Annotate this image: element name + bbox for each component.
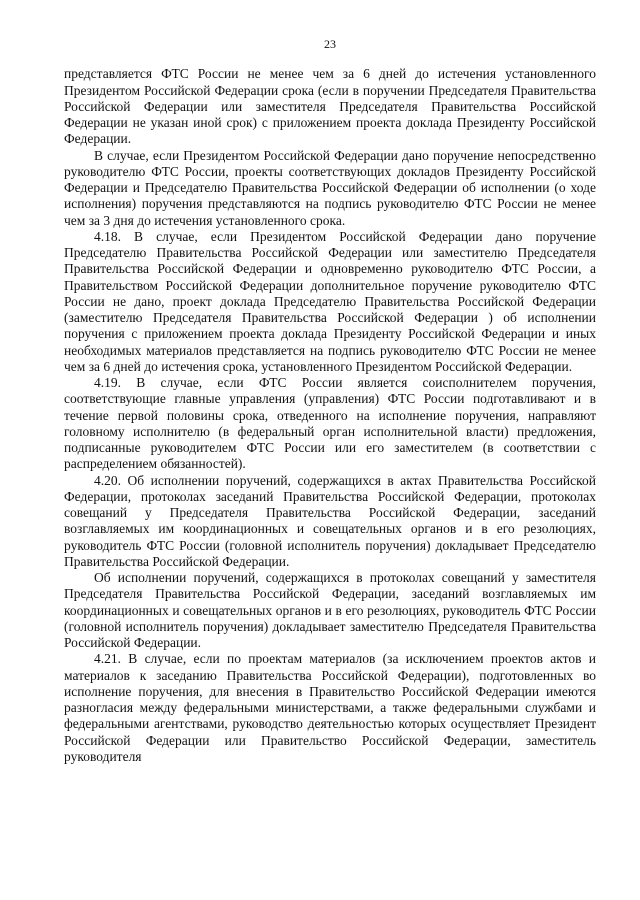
page-number: 23 [324, 37, 336, 51]
paragraph-4-20: 4.20. Об исполнении поручений, содержащихся в актах Правительства Российской Федерации, протоколах заседаний Правительства Российской Федерации, протоколах совещаний у Председателя Правительства Российской Федерации, заседаний возглавляемых им координационных и совещательных органов и в его резолюциях, руководитель ФТС России (головной исполнитель поручения) докладывает Председателю Правительства Российской Федерации. [64, 472, 596, 569]
paragraph-president-direct-order: В случае, если Президентом Российской Федерации дано поручение непосредственно руководителю ФТС России, проекты соответствующих докладов Президенту Российской Федерации и Председателю Правительства Российской Федерации об исполнении (о ходе исполнения) поручения представляются на подпись руководителю ФТС России не менее чем за 3 дня до истечения установленного срока. [64, 147, 596, 228]
paragraph-4-19: 4.19. В случае, если ФТС России является соисполнителем поручения, соответствующие главные управления (управления) ФТС России подготавливают и в течение первой половины срока, отведенного на исполнение поручения, направляют головному исполнителю (в федеральный орган исполнительной власти) предложения, подписанные руководителем ФТС России или его заместителем (в соответствии с распределением обязанностей). [64, 375, 596, 472]
document-body [64, 66, 596, 765]
paragraph-4-18: 4.18. В случае, если Президентом Российской Федерации дано поручение Председателю Правительства Российской Федерации или заместителю Председателя Правительства Российской Федерации и одновременно руководителю ФТС России, а Правительством Российской Федерации дополнительное поручение руководителю ФТС России не дано, проект доклада Председателю Правительства Российской Федерации (заместителю Председателя Правительства Российской Федерации ) об исполнении поручения с приложением проекта доклада Президенту Российской Федерации и иных необходимых материалов представляется на подпись руководителю ФТС России не менее чем за 6 дней до истечения срока, установленного Президентом Российской Федерации. [64, 228, 596, 374]
paragraph-continuation: представляется ФТС России не менее чем за 6 дней до истечения установленного Президентом Российской Федерации срока (если в поручении Председателя Правительства Российской Федерации или заместителя Председателя Правительства Российской Федерации не указан иной срок) с приложением проекта доклада Президенту Российской Федерации. [64, 66, 596, 147]
paragraph-deputy-chairman-reports: Об исполнении поручений, содержащихся в протоколах совещаний у заместителя Председателя Правительства Российской Федерации, заседаний возглавляемых им координационных и совещательных органов и в его резолюциях, руководитель ФТС России (головной исполнитель поручения) докладывает заместителю Председателя Правительства Российской Федерации. [64, 570, 596, 650]
paragraph-4-21: 4.21. В случае, если по проектам материалов (за исключением проектов актов и материалов к заседанию Правительства Российской Федерации), подготовленных во исполнение поручения, для внесения в Правительство Российской Федерации имеются разногласия между федеральными министерствами, а также федеральными службами и федеральными агентствами, руководство деятельностью которых осуществляет Президент Российской Федерации или Правительство Российской Федерации, заместитель руководителя [64, 651, 596, 764]
